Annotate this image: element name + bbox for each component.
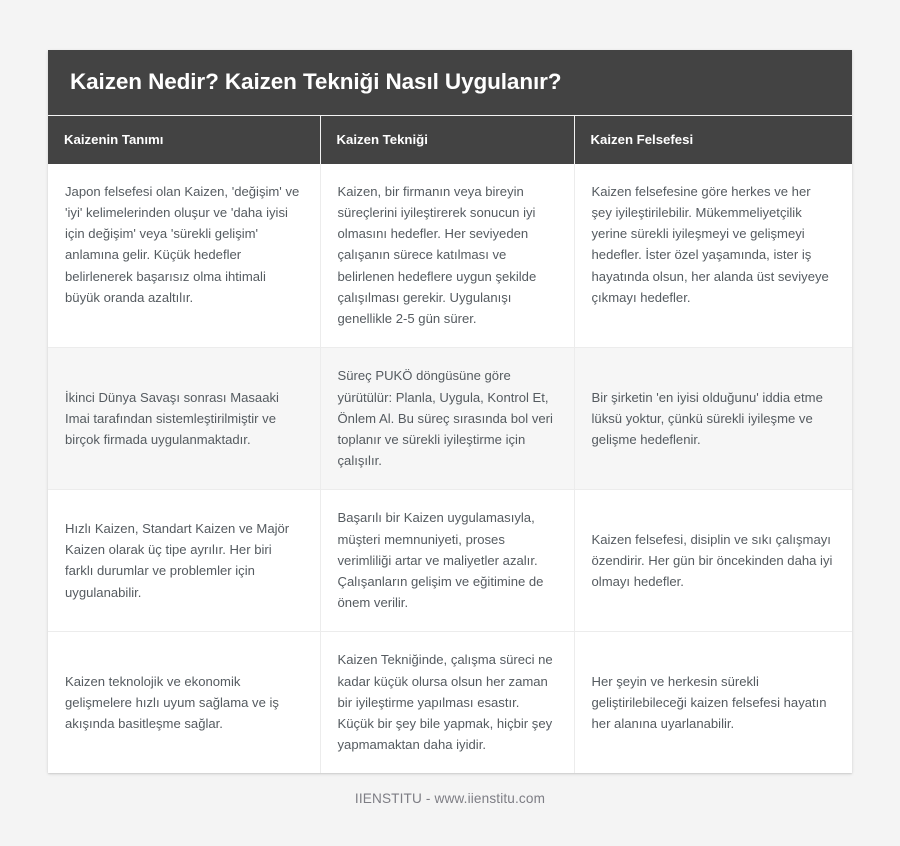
table-row <box>48 348 852 490</box>
column-header-kaizen-felsefesi: Kaizen Felsefesi <box>574 116 852 164</box>
table-header-row <box>48 116 852 164</box>
cell-teknik: Kaizen, bir firmanın veya bireyin süreçlerini iyileştirerek sonucun iyi olmasını hedefler. Her seviyeden çalışanın sürece katılması ve belirlenen hedeflere uygun şekilde çalışılması gerekir. Uygulanışı genellikle 2-5 gün sürer. <box>320 164 574 348</box>
kaizen-comparison-table <box>48 116 852 773</box>
cell-felsefe: Kaizen felsefesine göre herkes ve her şey iyileştirilebilir. Mükemmeliyetçilik yerine sürekli iyileşmeyi ve gelişmeyi hedefler. İster özel yaşamında, ister iş hayatında olsun, her alanda üst seviyeye çıkmayı hedefler. <box>574 164 852 348</box>
cell-teknik: Başarılı bir Kaizen uygulamasıyla, müşteri memnuniyeti, proses verimliliği artar ve maliyetler azalır. Çalışanların gelişim ve eğitimine de önem verilir. <box>320 490 574 632</box>
column-header-kaizenin-tanimi: Kaizenin Tanımı <box>48 116 320 164</box>
table-row <box>48 490 852 632</box>
cell-tanim: Kaizen teknolojik ve ekonomik gelişmelere hızlı uyum sağlama ve iş akışında basitleşme sağlar. <box>48 632 320 774</box>
table-row <box>48 632 852 774</box>
cell-tanim: Japon felsefesi olan Kaizen, 'değişim' ve 'iyi' kelimelerinden oluşur ve 'daha iyisi için değişim' veya 'sürekli gelişim' anlamına gelir. Küçük hedefler belirlenerek başarısız olma ihtimali büyük oranda azaltılır. <box>48 164 320 348</box>
page-title: Kaizen Nedir? Kaizen Tekniği Nasıl Uygulanır? <box>70 69 562 94</box>
table-header <box>48 116 852 164</box>
table-row <box>48 164 852 348</box>
cell-tanim: Hızlı Kaizen, Standart Kaizen ve Majör Kaizen olarak üç tipe ayrılır. Her biri farklı durumlar ve problemler için uygulanabilir. <box>48 490 320 632</box>
cell-felsefe: Bir şirketin 'en iyisi olduğunu' iddia etme lüksü yoktur, çünkü sürekli iyileşme ve gelişme hedeflenir. <box>574 348 852 490</box>
cell-tanim: İkinci Dünya Savaşı sonrası Masaaki Imai tarafından sistemleştirilmiştir ve birçok firmada uygulanmaktadır. <box>48 348 320 490</box>
column-header-kaizen-teknigi: Kaizen Tekniği <box>320 116 574 164</box>
table-body <box>48 164 852 773</box>
kaizen-table-card <box>48 50 852 773</box>
cell-felsefe: Kaizen felsefesi, disiplin ve sıkı çalışmayı özendirir. Her gün bir öncekinden daha iyi olmayı hedefler. <box>574 490 852 632</box>
title-bar <box>48 50 852 116</box>
cell-teknik: Kaizen Tekniğinde, çalışma süreci ne kadar küçük olursa olsun her zaman bir iyileştirme yapılması esastır. Küçük bir şey bile yapmak, hiçbir şey yapmamaktan daha iyidir. <box>320 632 574 774</box>
footer-attribution: IIENSTITU - www.iienstitu.com <box>354 791 546 807</box>
cell-felsefe: Her şeyin ve herkesin sürekli geliştirilebileceği kaizen felsefesi hayatın her alanına uyarlanabilir. <box>574 632 852 774</box>
cell-teknik: Süreç PUKÖ döngüsüne göre yürütülür: Planla, Uygula, Kontrol Et, Önlem Al. Bu süreç sırasında bol veri toplanır ve sürekli iyileştirme için çalışılır. <box>320 348 574 490</box>
